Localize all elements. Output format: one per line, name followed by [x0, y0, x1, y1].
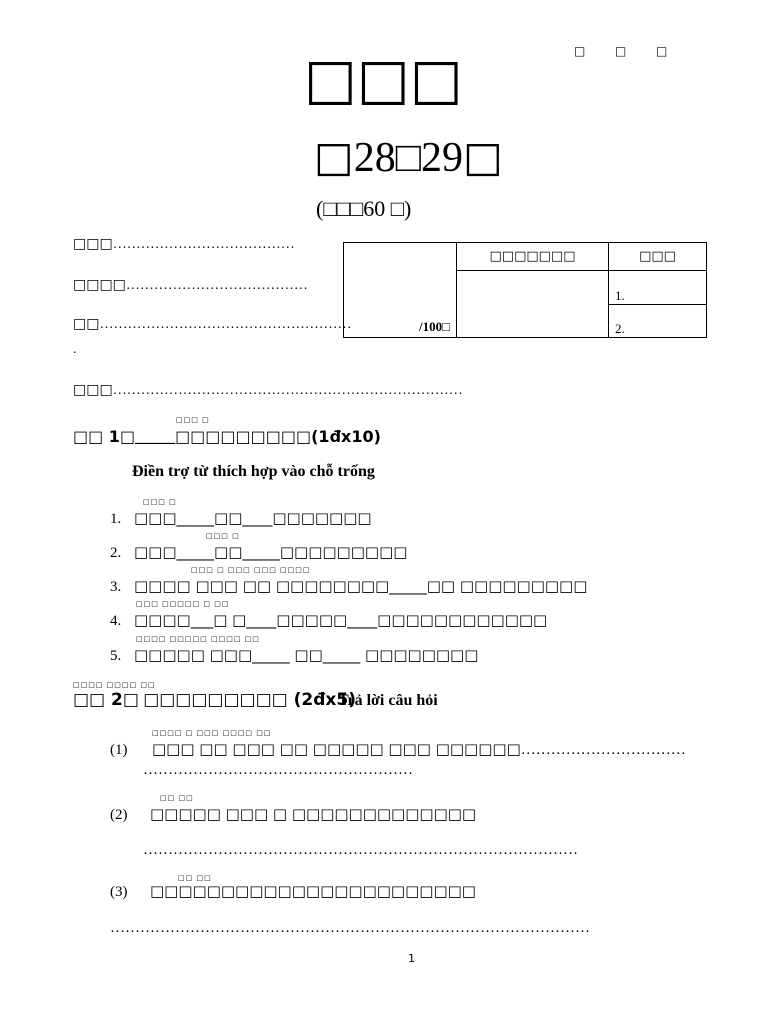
date-label: □□□	[73, 382, 113, 398]
corner-mark: □	[574, 44, 586, 58]
item-number: 5.	[110, 648, 122, 664]
item-text: □□□□□ □□□_____ □□_____ □□□□□□□□	[134, 646, 479, 664]
section2-heading	[73, 690, 356, 710]
section1-title: □□□□□□□□□(1đx10)	[175, 427, 381, 446]
section1-heading	[73, 427, 381, 447]
question-number: (1)	[110, 742, 128, 758]
name-dots: …………………………………	[112, 237, 295, 252]
section1-instruction: Điền trợ từ thích hợp vào chỗ trống	[132, 463, 375, 480]
question-text: □□□□□ □□□ □ □□□□□□□□□□□□□	[150, 805, 477, 823]
lesson-range	[314, 132, 503, 181]
section2-question	[110, 882, 476, 901]
school-line	[73, 316, 351, 333]
range-prefix: □	[314, 132, 354, 181]
question-ruby: □□□□ □ □□□ □□□□ □□	[152, 729, 272, 737]
answer-line: ………………………………………………	[143, 762, 413, 778]
col1-header: □□□□□□□	[457, 243, 609, 271]
section2-question	[110, 740, 686, 759]
class-line	[73, 277, 308, 294]
question-ruby: □□ □□	[160, 794, 194, 802]
answer-line: ……………………………………………………………………………………	[110, 920, 590, 936]
school-dots: ………………………………………………	[99, 317, 352, 332]
score-text: /100□	[419, 319, 450, 334]
section2-title: □□□□□□□□□ (2đx5)	[143, 690, 356, 710]
item-number: 3.	[110, 579, 122, 595]
score-table	[343, 242, 707, 338]
answer-dots: ……………………………	[520, 742, 686, 758]
section1-item	[110, 543, 407, 562]
item-text: □□□_____□□____□□□□□□□	[134, 509, 372, 527]
question-ruby: □□ □□	[178, 874, 212, 882]
section2-ruby: □□□□ □□□□ □□	[73, 681, 156, 689]
date-dots: …………………………………………………………………	[112, 383, 463, 398]
corner-mark: □	[656, 44, 668, 58]
item-ruby: □□□ □ □□□ □□□ □□□□	[191, 566, 311, 574]
time-note: (□□□60 □)	[316, 196, 412, 221]
date-line	[73, 382, 463, 399]
class-label: □□□□	[73, 277, 126, 293]
item-ruby: □□□ □	[143, 498, 177, 506]
section1-item	[110, 611, 547, 630]
class-dots: …………………………………	[125, 278, 308, 293]
section1-item	[110, 577, 587, 596]
stray-dot: .	[73, 342, 77, 357]
signature-row-2: 2.	[609, 305, 707, 338]
page-number: 1	[408, 952, 415, 965]
page-title: □□□	[304, 47, 463, 112]
range-text: 28□29	[353, 135, 464, 181]
item-number: 4.	[110, 613, 122, 629]
question-text: □□□ □□ □□□ □□ □□□□□ □□□ □□□□□□	[152, 740, 521, 758]
corner-mark: □	[615, 44, 627, 58]
section2-prefix: □□ 2□	[73, 690, 139, 710]
name-line	[73, 236, 295, 253]
col2-header: □□□	[609, 243, 707, 271]
score-cell	[344, 243, 457, 338]
section1-item	[110, 509, 372, 528]
section2-instruction: Trả lời câu hỏi	[338, 692, 438, 709]
question-number: (2)	[110, 807, 128, 823]
range-suffix: □	[463, 132, 503, 181]
name-label: □□□	[73, 236, 113, 252]
corner-marks	[574, 44, 667, 58]
section2-question	[110, 805, 476, 824]
item-text: □□□_____□□_____□□□□□□□□□	[134, 543, 408, 561]
question-number: (3)	[110, 884, 128, 900]
item-text: □□□□___□ □____□□□□□____□□□□□□□□□□□□	[134, 611, 548, 629]
item-text: □□□□ □□□ □□ □□□□□□□□_____□□ □□□□□□□□□	[134, 577, 588, 595]
school-label: □□	[73, 316, 100, 332]
question-text: □□□□□□□□□□□□□□□□□□□□□□□	[150, 882, 476, 900]
item-number: 1.	[110, 511, 122, 527]
section1-blank: _____	[135, 429, 176, 446]
comment-cell	[457, 271, 609, 338]
item-ruby: □□□□ □□□□□ □□□□ □□	[136, 635, 260, 643]
signature-row-1: 1.	[609, 271, 707, 305]
item-ruby: □□□ □□□□□ □ □□	[136, 600, 230, 608]
section1-ruby: □□□ □	[176, 416, 210, 424]
item-ruby: □□□ □	[206, 532, 240, 540]
section1-prefix: □□ 1□	[73, 427, 136, 446]
item-number: 2.	[110, 545, 122, 561]
answer-line: ……………………………………………………………………………	[143, 842, 578, 858]
section1-item	[110, 646, 478, 665]
